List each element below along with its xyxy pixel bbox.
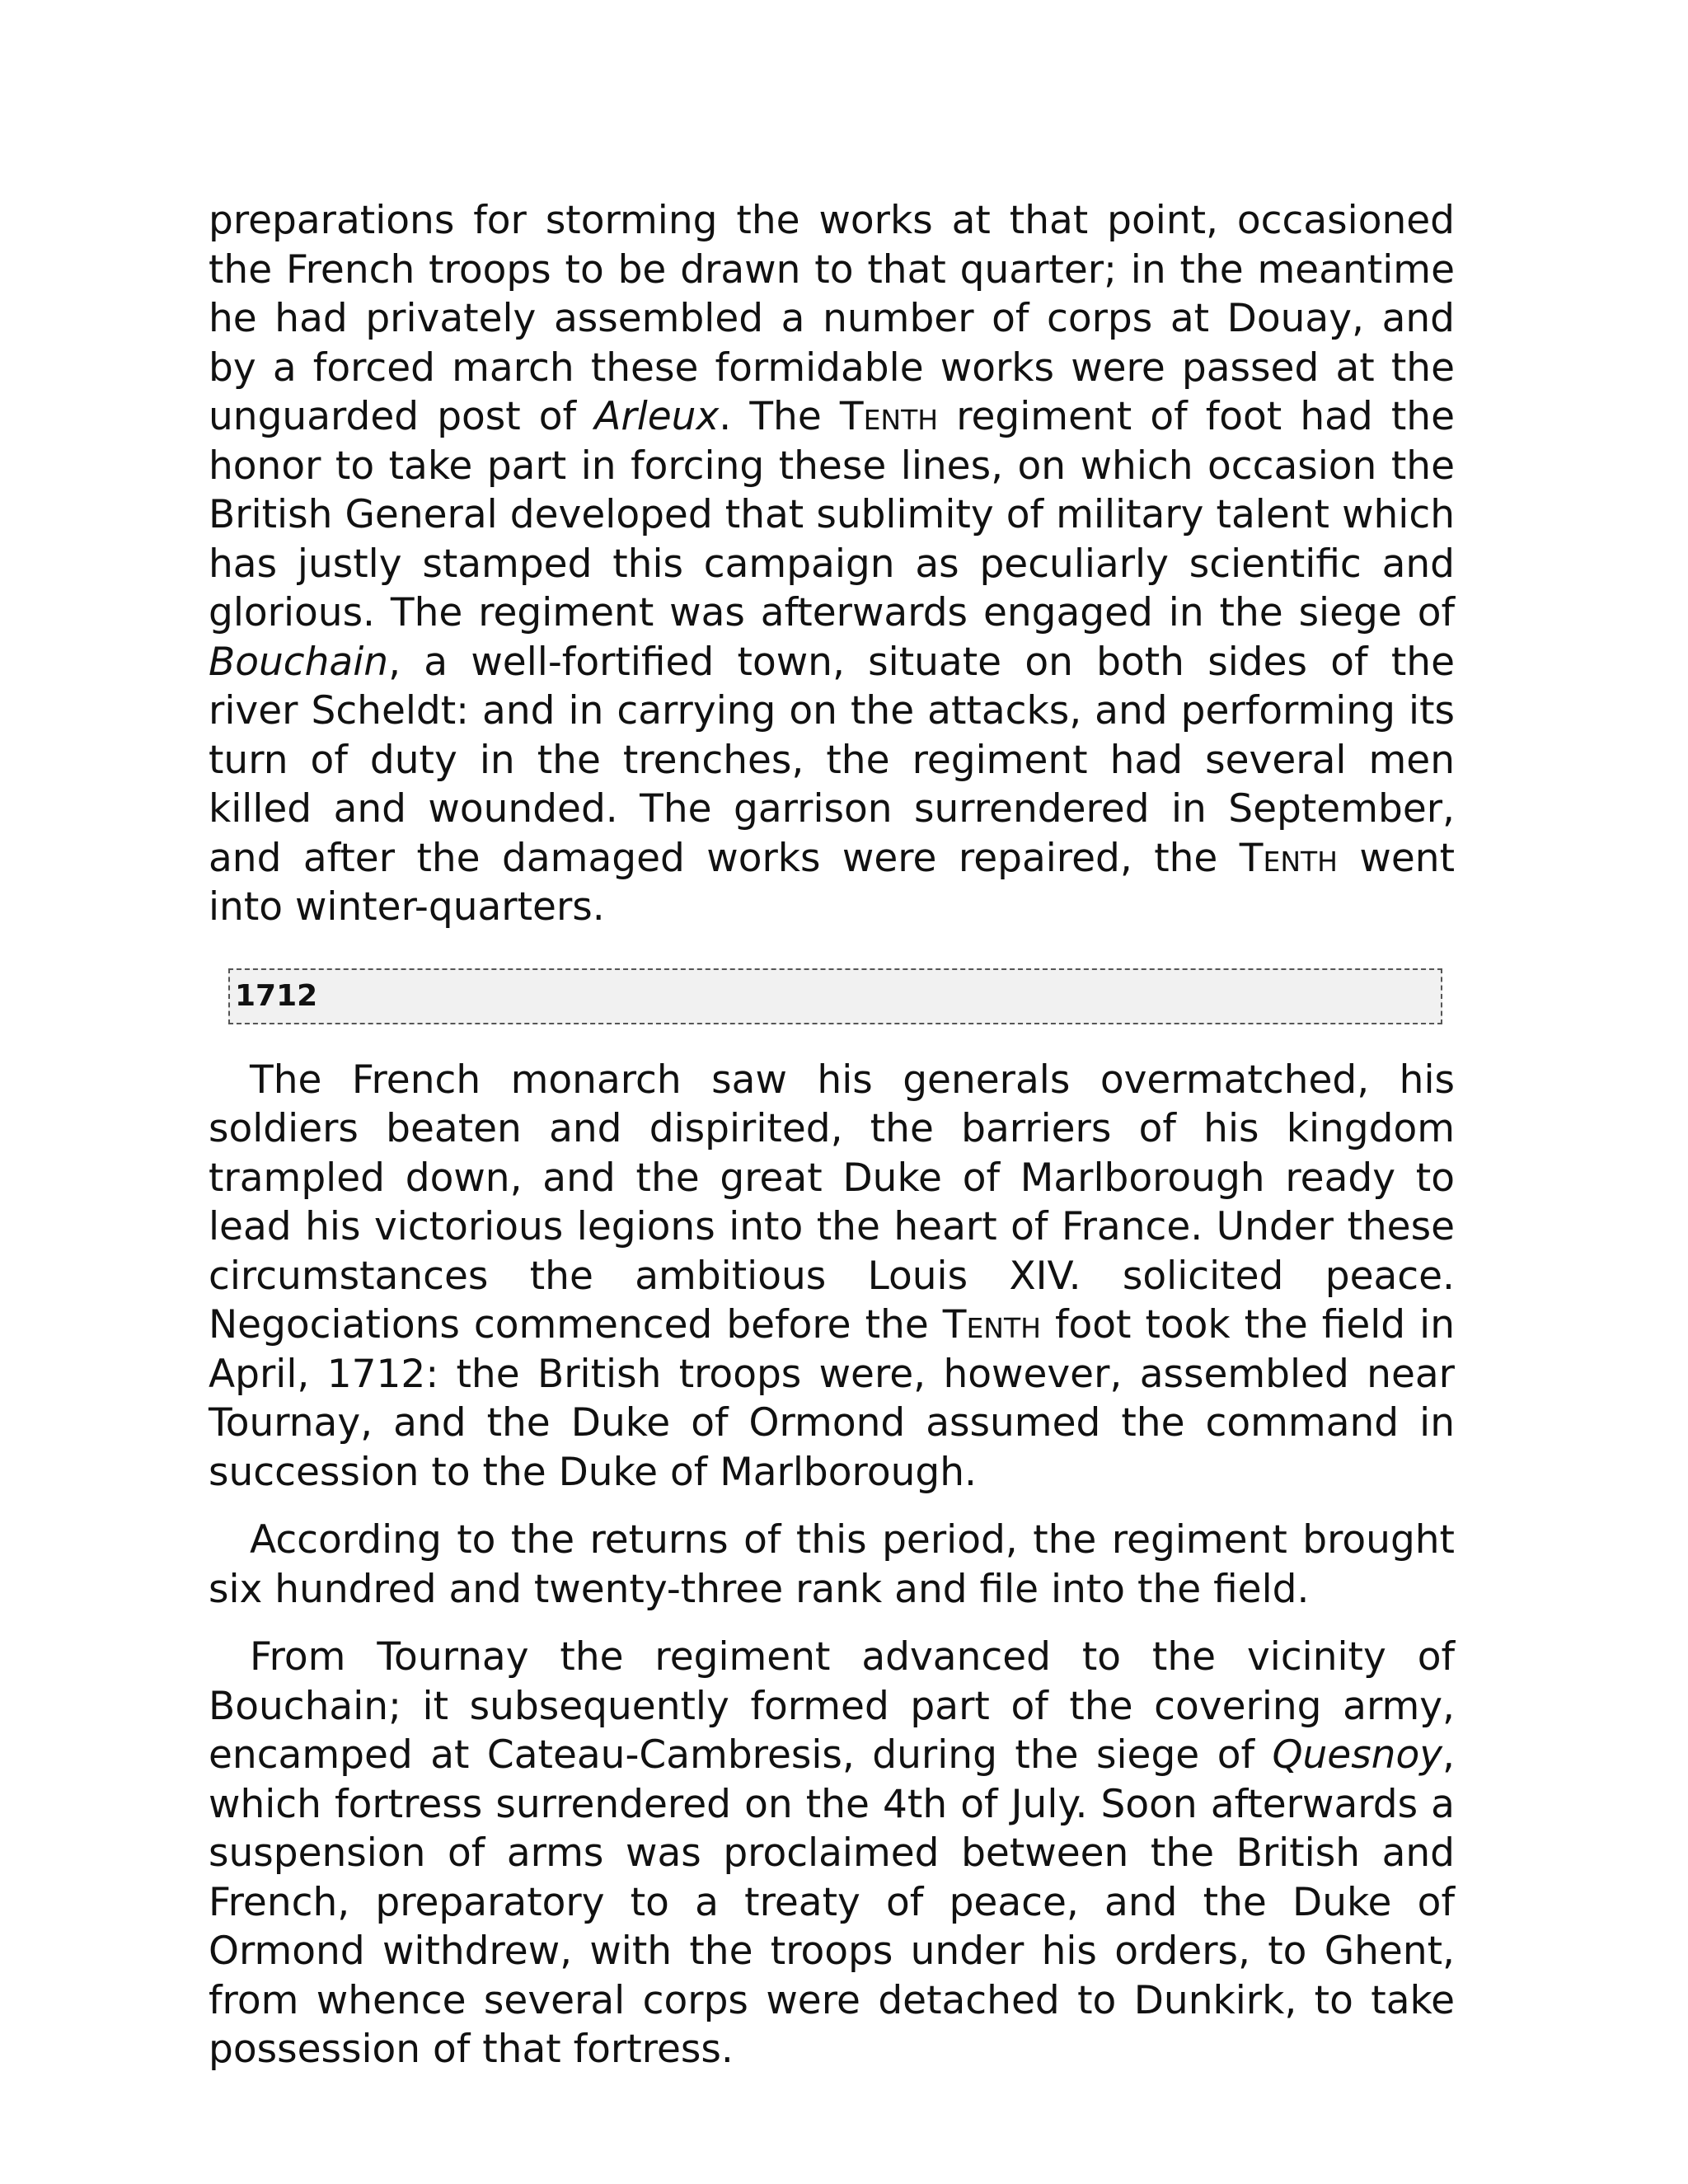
text-segment: The French monarch saw his generals overmatched, his soldiers beaten and dispirited, the barriers of his kingdom trampled down, and the great Duke of Marlborough ready to lead his victorious legions into the heart of France. Under these circumstances the ambitious Louis XIV. solicited peace. Negociations commenced before the <box>209 1057 1455 1347</box>
text-segment: foot took the field in April, 1712: the British troops were, however, assembled near Tournay, and the Duke of Ormond assumed the command in succession to the Duke of Marlborough. <box>209 1302 1455 1495</box>
text-segment: From Tournay the regiment advanced to the vicinity of Bouchain; it subsequently formed part of the covering army, encamped at Cateau-Cambresis, during the siege of <box>209 1634 1455 1778</box>
text-segment: , which fortress surrendered on the 4th of July. Soon afterwards a suspension of arms was proclaimed between the British and French, preparatory to a treaty of peace, and the Duke of Ormond withdrew, with the troops under his orders, to Ghent, from whence several corps were detached to Dunkirk, to take possession of that fortress. <box>209 1732 1455 2072</box>
document-page <box>209 196 1455 2074</box>
regiment-name: Tenth <box>942 1302 1041 1347</box>
text-segment: regiment of foot had the honor to take part in forcing these lines, on which occasion the British General developed that sublimity of military talent which has justly stamped this campaign as peculiarly scientific and glorious. The regiment was afterwards engaged in the siege of <box>209 394 1455 635</box>
text-segment: According to the returns of this period, the regiment brought six hundred and twenty-three rank and file into the field. <box>209 1517 1455 1612</box>
text-segment: preparations for storming the works at that point, occasioned the French troops to be drawn to that quarter; in the meantime he had privately assembled a number of corps at Douay, and by a forced march these formidable works were passed at the unguarded post of <box>209 198 1455 439</box>
paragraph <box>209 1633 1455 2074</box>
place-name-bouchain: Bouchain <box>209 639 389 685</box>
place-name-quesnoy: Quesnoy <box>1272 1732 1443 1778</box>
paragraph <box>209 1516 1455 1614</box>
text-segment: , a well-fortified town, situate on both sides of the river Scheldt: and in carrying on the attacks, and performing its turn of duty in the trenches, the regiment had several men killed and wounded. The garrison surrendered in September, and after the damaged works were repaired, the <box>209 639 1455 881</box>
paragraph-continued <box>209 196 1455 932</box>
text-segment: . The <box>719 394 840 439</box>
text-segment: went into winter-quarters. <box>209 835 1456 930</box>
regiment-name: Tenth <box>1239 835 1338 881</box>
year-sidenote: 1712 <box>228 968 1442 1024</box>
paragraph <box>209 1056 1455 1497</box>
place-name-arleux: Arleux <box>594 394 720 439</box>
regiment-name: Tenth <box>839 394 939 439</box>
